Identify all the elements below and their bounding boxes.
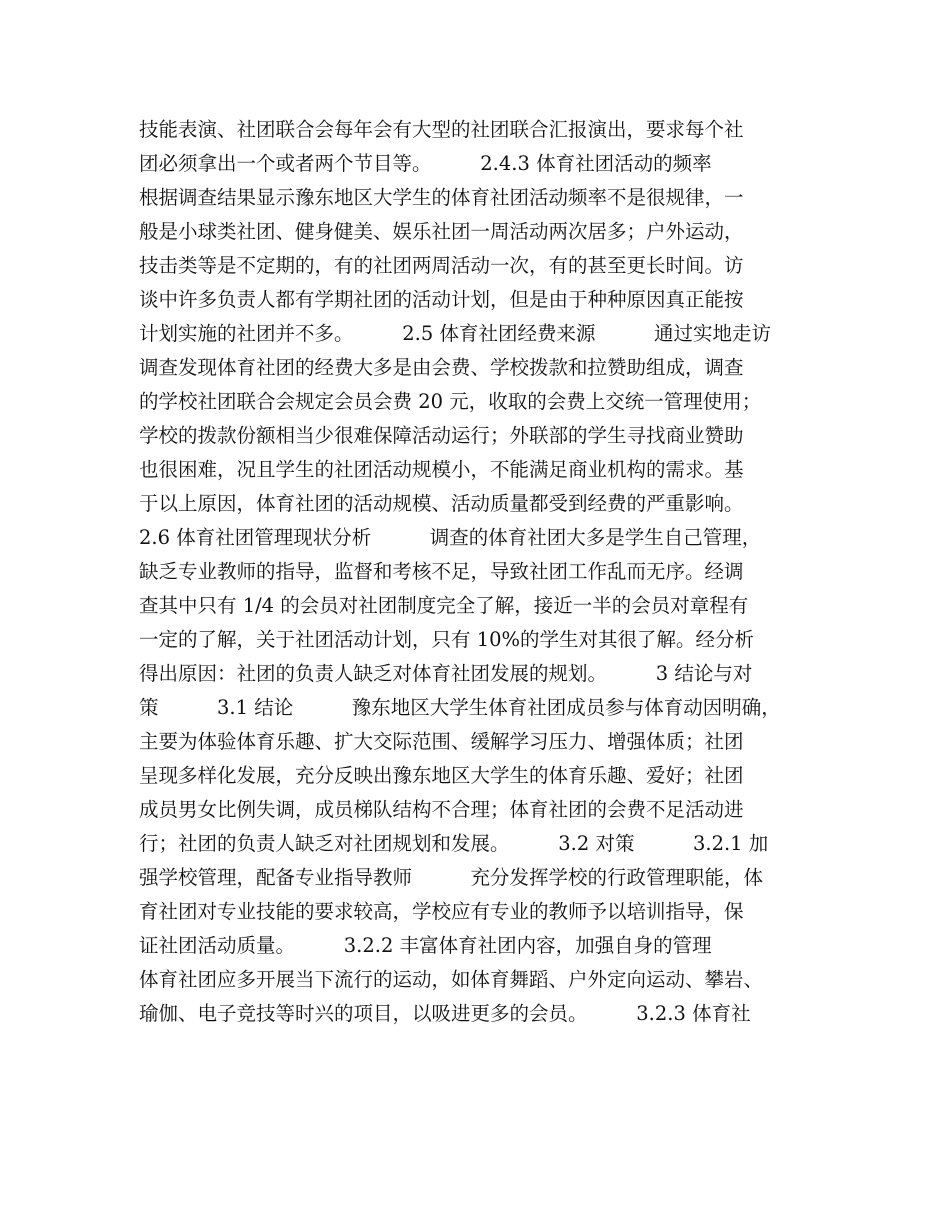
text-line: 于以上原因，体育社团的活动规模、活动质量都受到经费的严重影响。 (139, 492, 744, 515)
text-line: 瑜伽、电子竞技等时兴的项目，以吸进更多的会员。 3.2.3 体育社 (139, 1002, 751, 1025)
text-line: 2.6 体育社团管理现状分析 调查的体育社团大多是学生自己管理， (139, 526, 762, 549)
text-line: 团必须拿出一个或者两个节目等。 2.4.3 体育社团活动的频率 (139, 152, 712, 175)
text-line: 根据调查结果显示豫东地区大学生的体育社团活动频率不是很规律，一 (139, 186, 744, 209)
text-line: 一定的了解，关于社团活动计划，只有 10%的学生对其很了解。经分析 (139, 628, 755, 651)
text-line: 体育社团应多开展当下流行的运动，如体育舞蹈、户外定向运动、攀岩、 (139, 968, 764, 991)
text-line: 调查发现体育社团的经费大多是由会费、学校拨款和拉赞助组成，调查 (139, 356, 744, 379)
text-line: 技能表演、社团联合会每年会有大型的社团联合汇报演出，要求每个社 (139, 118, 744, 141)
text-line: 成员男女比例失调，成员梯队结构不合理；体育社团的会费不足活动进 (139, 798, 744, 821)
text-line: 也很困难，况且学生的社团活动规模小，不能满足商业机构的需求。基 (139, 458, 744, 481)
body-text (139, 113, 829, 1031)
text-line: 得出原因：社团的负责人缺乏对体育社团发展的规划。 3 结论与对 (139, 662, 753, 685)
text-line: 强学校管理，配备专业指导教师 充分发挥学校的行政管理职能，体 (139, 866, 764, 889)
text-line: 呈现多样化发展，充分反映出豫东地区大学生的体育乐趣、爱好；社团 (139, 764, 744, 787)
text-line: 缺乏专业教师的指导，监督和考核不足，导致社团工作乱而无序。经调 (139, 560, 744, 583)
text-line: 计划实施的社团并不多。 2.5 体育社团经费来源 通过实地走访 (139, 322, 771, 345)
text-line: 主要为体验体育乐趣、扩大交际范围、缓解学习压力、增强体质；社团 (139, 730, 744, 753)
text-line: 技击类等是不定期的，有的社团两周活动一次，有的甚至更长时间。访 (139, 254, 744, 277)
text-line: 的学校社团联合会规定会员会费 20 元，收取的会费上交统一管理使用； (139, 390, 762, 413)
text-line: 育社团对专业技能的要求较高，学校应有专业的教师予以培训指导，保 (139, 900, 744, 923)
text-line: 般是小球类社团、健身健美、娱乐社团一周活动两次居多；户外运动， (139, 220, 744, 243)
text-line: 学校的拨款份额相当少很难保障活动运行；外联部的学生寻找商业赞助 (139, 424, 744, 447)
text-line: 证社团活动质量。 3.2.2 丰富体育社团内容，加强自身的管理 (139, 934, 712, 957)
text-line: 查其中只有 1/4 的会员对社团制度完全了解，接近一半的会员对章程有 (139, 594, 749, 617)
text-line: 行；社团的负责人缺乏对社团规划和发展。 3.2 对策 3.2.1 加 (139, 832, 769, 855)
text-line: 策 3.1 结论 豫东地区大学生体育社团成员参与体育动因明确， (139, 696, 781, 719)
text-line: 谈中许多负责人都有学期社团的活动计划，但是由于种种原因真正能按 (139, 288, 744, 311)
